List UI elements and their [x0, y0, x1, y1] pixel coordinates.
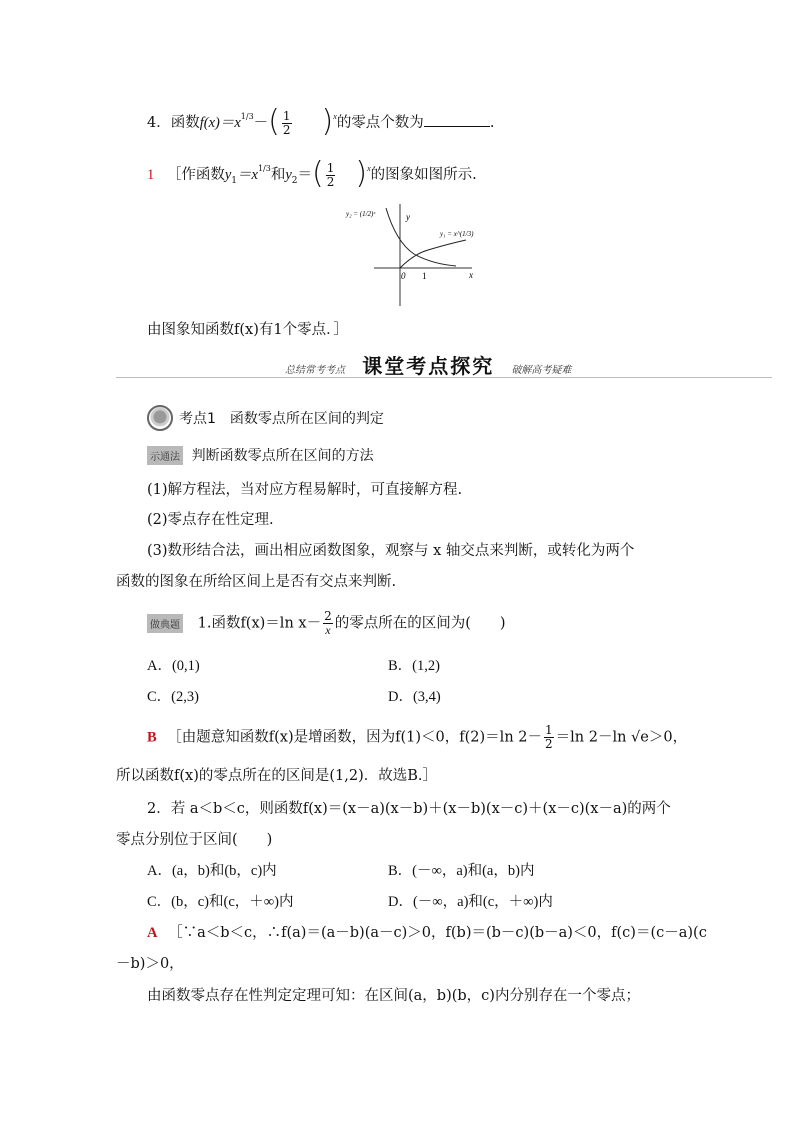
question-4	[147, 100, 494, 137]
fraction: $\frac{1}{2}$	[545, 723, 553, 751]
example-1	[147, 610, 506, 637]
option-b: B．(－∞，a)和(a，b)内	[388, 863, 535, 879]
solution-text: ［由题意知函数f(x)是增函数，因为f(1)＜0，f(2)＝ln 2－	[167, 729, 542, 746]
solution-text-tail: 的图象如图所示.	[370, 167, 477, 183]
exponent: 1/3	[240, 112, 254, 121]
left-paren: (	[312, 156, 324, 191]
answer-letter: A	[147, 925, 158, 941]
solution-text-tail: ＝ln 2－ln √e＞0，	[555, 729, 688, 746]
solution-1	[147, 724, 687, 751]
section-banner	[285, 350, 571, 379]
example-stem-tail: 的零点所在的区间为( )	[334, 615, 506, 632]
solution-2-line2: －b)＞0，	[116, 956, 184, 972]
axis-y-label: y	[406, 212, 410, 222]
right-paren: )	[321, 104, 334, 139]
banner-title: 课堂考点探究	[362, 354, 495, 378]
power: x	[367, 164, 371, 173]
tick-label: 1	[422, 271, 427, 281]
method-item-1: (1)解方程法，当对应方程易解时，可直接解方程.	[147, 482, 463, 498]
curve-y1	[400, 240, 466, 268]
method-item-3-cont: 函数的图象在所给区间上是否有交点来判断.	[116, 574, 397, 590]
key-point-1	[147, 405, 384, 431]
conclusion-4: 由图象知函数f(x)有1个零点．］	[147, 322, 348, 338]
banner-right: 破解高考疑难	[511, 365, 572, 376]
answer-letter: B	[147, 729, 157, 746]
solution-1-line2: 所以函数f(x)的零点所在的区间是(1,2)．故选B.］	[116, 768, 437, 784]
function-name: f	[199, 115, 204, 131]
function-arg: (x)＝x	[203, 115, 241, 131]
question-text-tail: 的零点个数为	[336, 115, 424, 131]
left-paren: (	[268, 104, 280, 139]
solution-2-line3: 由函数零点存在性判定定理可知：在区间(a，b)(b，c)内分别存在一个零点；	[147, 988, 640, 1004]
exponent: 1/3	[257, 164, 271, 173]
fraction: $\frac{2}{x}$	[324, 609, 332, 637]
method-heading	[147, 445, 374, 465]
label-y2: y₂ = (1/2)ˣ	[346, 210, 376, 218]
example-2-stem: 2．若 a＜b＜c，则函数f(x)＝(x－a)(x－b)＋(x－b)(x－c)＋(x－c)(x－a)的两个	[147, 801, 671, 817]
eq-b: ＝	[297, 167, 313, 183]
solution-text: ［作函数	[166, 167, 225, 183]
method-item-3: (3)数形结合法，画出相应函数图象，观察与 x 轴交点来判断，或转化为两个	[147, 543, 635, 559]
option-c: C．(2,3)	[147, 689, 199, 705]
right-paren: )	[355, 156, 368, 191]
solution-2	[147, 921, 707, 942]
function-graph	[344, 198, 484, 310]
example-tag: 做典题	[147, 614, 183, 633]
key-point-title: 考点1 函数零点所在区间的判定	[179, 411, 384, 427]
option-a: A．(a，b)和(b，c)内	[147, 863, 277, 879]
banner-left: 总结常考考点	[285, 365, 345, 376]
example-2-stem-line2: 零点分别位于区间( )	[116, 832, 273, 848]
method-title: 判断函数零点所在区间的方法	[191, 448, 374, 464]
question-text: 函数	[170, 115, 200, 131]
var-y2: y	[285, 167, 292, 183]
option-a: A．(0,1)	[147, 658, 200, 674]
origin-label: 0	[401, 271, 406, 281]
example-stem: 1.函数f(x)＝ln x－	[197, 615, 322, 632]
and-text: 和	[270, 167, 286, 183]
minus-sign: －	[253, 115, 269, 131]
option-b: B．(1,2)	[388, 658, 440, 674]
method-item-2: (2)零点存在性定理.	[147, 512, 274, 528]
power: x	[333, 112, 337, 121]
answer-blank	[424, 112, 490, 127]
sub-2: 2	[291, 175, 298, 186]
answer-letter: 1	[147, 167, 155, 183]
option-c: C．(b，c)和(c，＋∞)内	[147, 894, 294, 910]
option-d: D．(－∞，a)和(c，＋∞)内	[388, 894, 553, 910]
question-number: 4．	[147, 115, 171, 131]
axis-x-label: x	[469, 270, 473, 280]
solution-text: ［∵a＜b＜c，∴f(a)＝(a－b)(a－c)＞0，f(b)＝(b－c)(b－a)＜0，f(c)＝(c－a)(c	[168, 925, 707, 941]
label-y1: y₁ = x^(1/3)	[440, 230, 474, 238]
answer-4	[147, 152, 477, 189]
eq-a: ＝x	[237, 167, 258, 183]
sub-1: 1	[231, 175, 238, 186]
fraction: $\frac{1}{2}$	[282, 108, 291, 137]
method-tag: 示通法	[147, 446, 183, 465]
option-d: D．(3,4)	[388, 689, 441, 705]
var-y1: y	[224, 167, 232, 183]
period: .	[489, 115, 495, 131]
key-point-icon	[147, 405, 173, 431]
fraction: $\frac{1}{2}$	[326, 160, 335, 189]
